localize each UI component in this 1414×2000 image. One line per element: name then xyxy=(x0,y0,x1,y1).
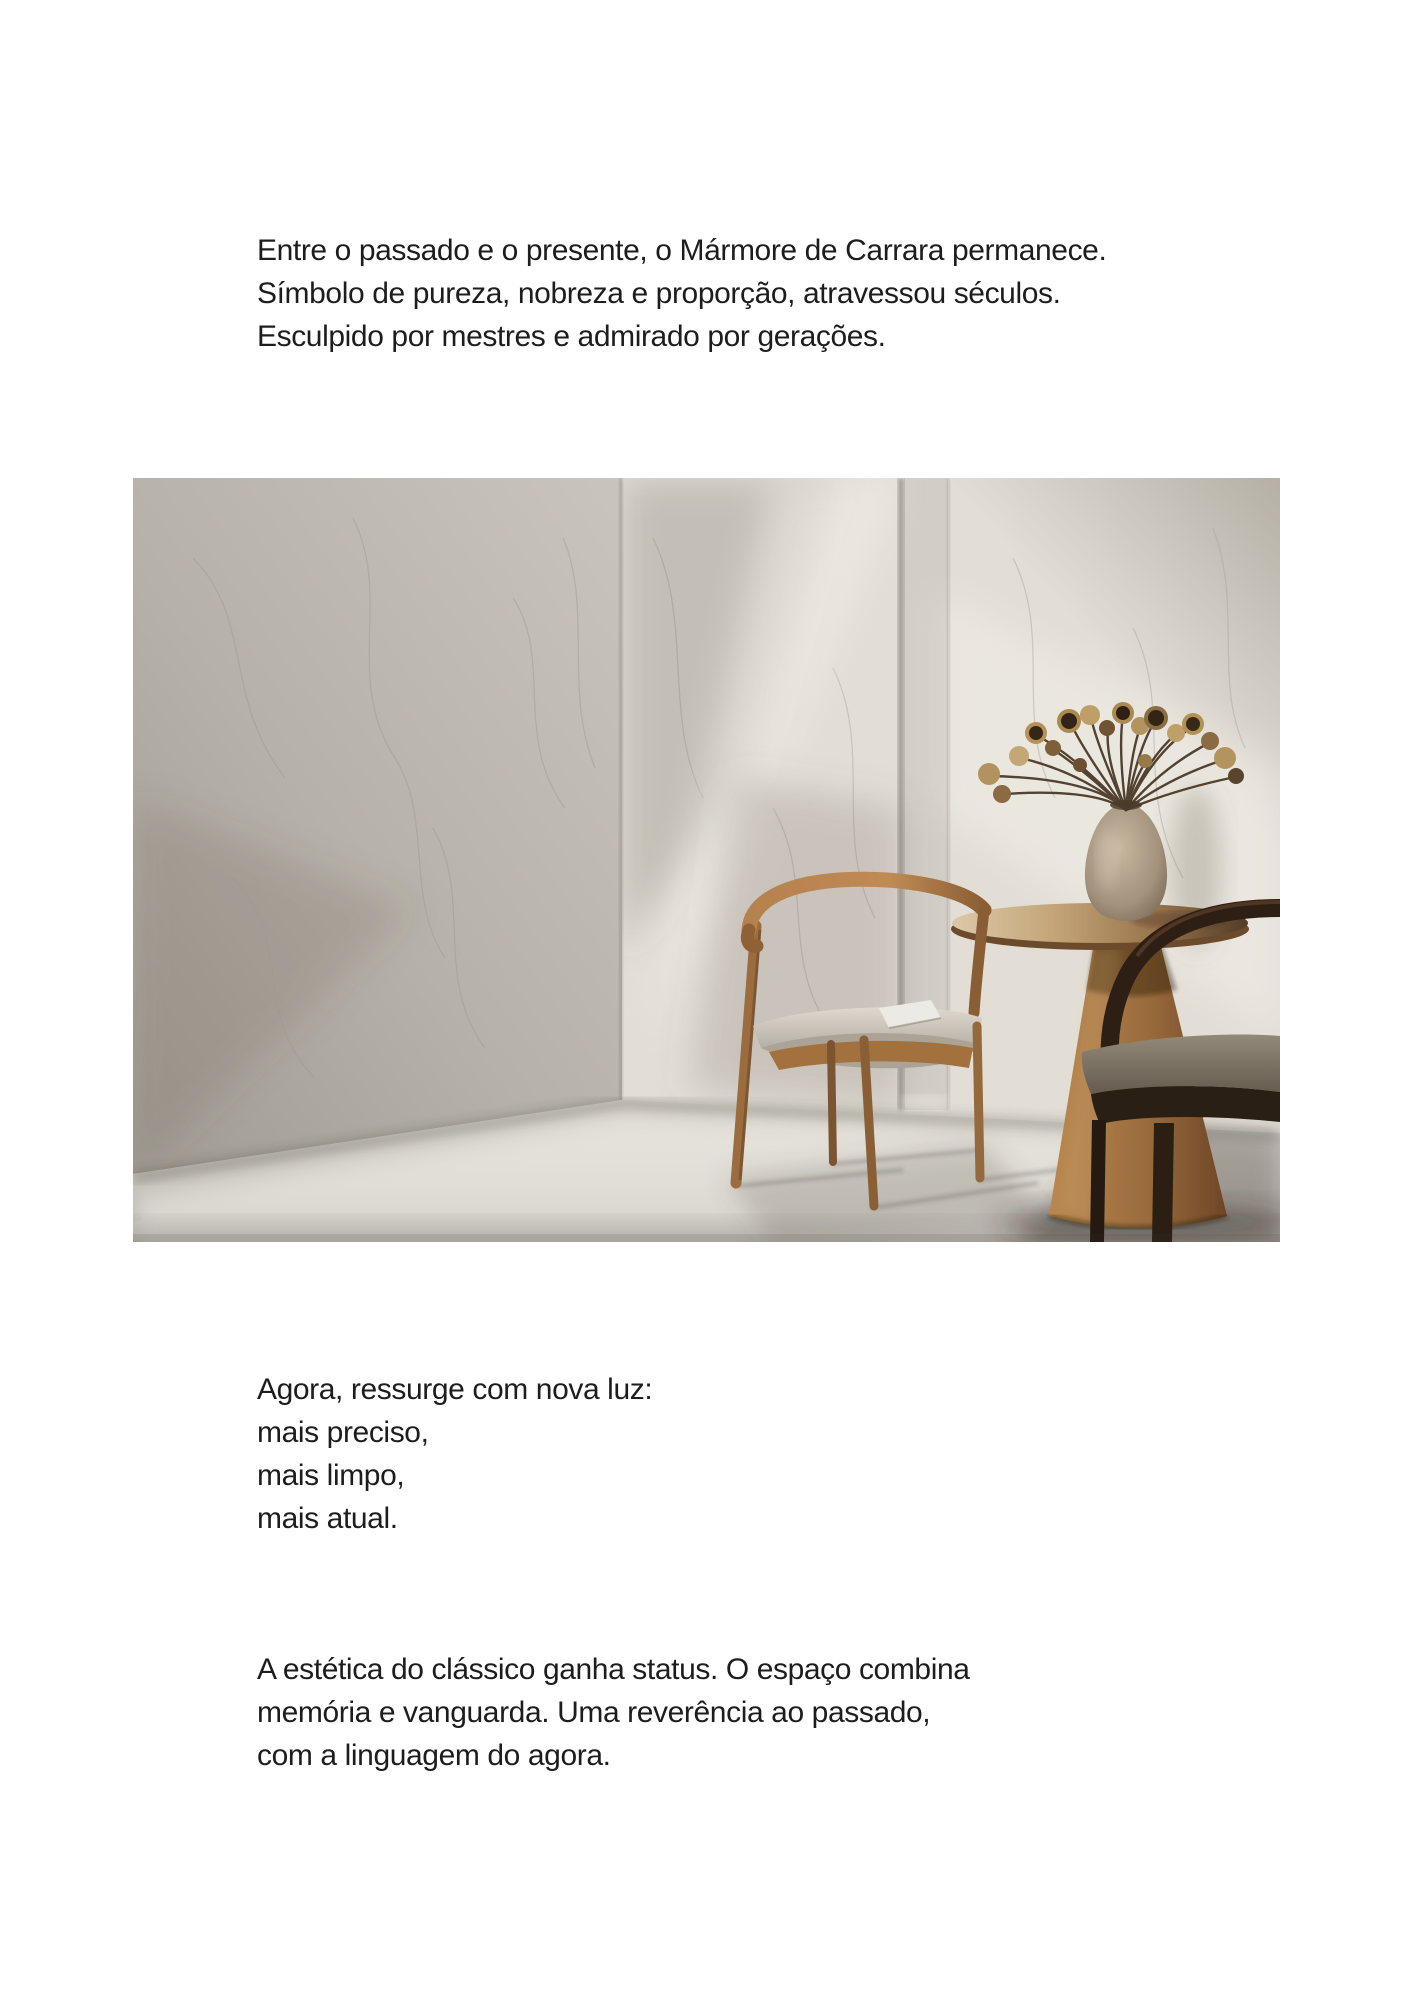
text-line: Entre o passado e o presente, o Mármore de Carrara permanece. xyxy=(257,234,1107,267)
closing-paragraph xyxy=(257,1648,970,1777)
middle-paragraph xyxy=(257,1368,652,1540)
text-line: Esculpido por mestres e admirado por gerações. xyxy=(257,320,886,353)
text-line: mais limpo, xyxy=(257,1459,405,1492)
text-line: mais preciso, xyxy=(257,1416,429,1449)
text-line: mais atual. xyxy=(257,1502,398,1535)
interior-scene-illustration xyxy=(133,478,1280,1242)
intro-paragraph xyxy=(257,229,1106,358)
hero-image xyxy=(133,478,1280,1242)
text-line: com a linguagem do agora. xyxy=(257,1739,611,1772)
text-line: Agora, ressurge com nova luz: xyxy=(257,1373,653,1406)
text-line: A estética do clássico ganha status. O espaço combina xyxy=(257,1653,970,1686)
text-line: memória e vanguarda. Uma reverência ao passado, xyxy=(257,1696,931,1729)
text-line: Símbolo de pureza, nobreza e proporção, atravessou séculos. xyxy=(257,277,1061,310)
